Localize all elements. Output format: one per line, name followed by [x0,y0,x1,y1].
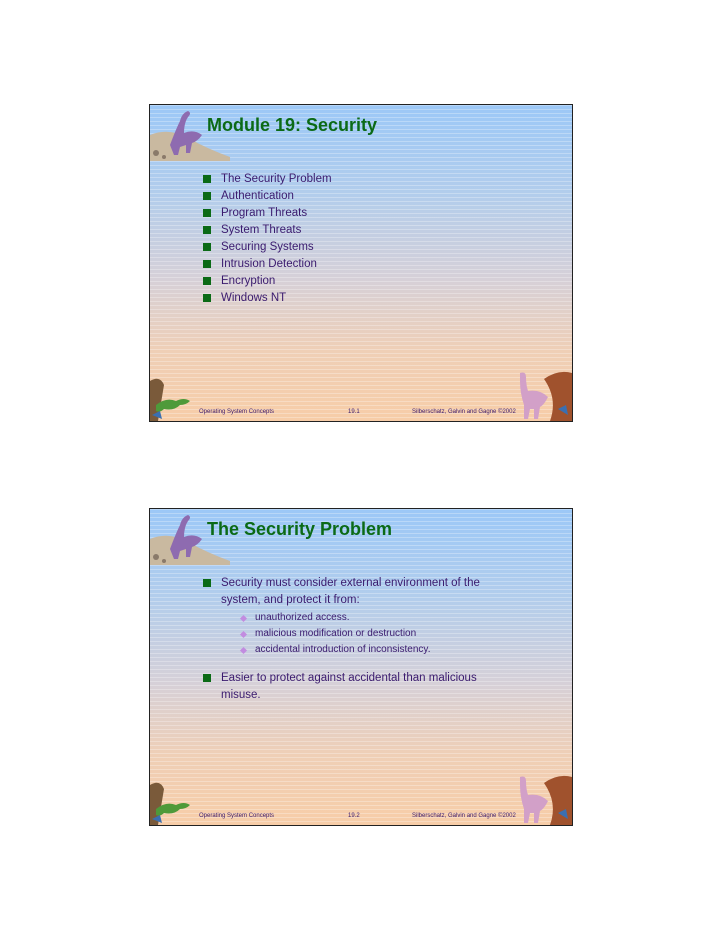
slide-2 [149,508,573,826]
square-bullet-icon [203,579,211,587]
sub-bullet-item [241,626,501,642]
bullet-text: Windows NT [221,292,287,304]
lizard-clipart-icon [150,375,196,421]
bullet-list [201,575,501,704]
diamond-bullet-icon [240,614,247,621]
sub-bullet-list [241,610,501,658]
sub-bullet-text: malicious modification or destruction [255,628,417,639]
square-bullet-icon [203,260,211,268]
slide-title: Module 19: Security [207,115,378,135]
diamond-bullet-icon [240,646,247,653]
bullet-item [201,575,501,658]
bullet-text: Intrusion Detection [221,258,317,270]
dinosaur-clipart-icon [514,773,572,825]
sub-bullet-item [241,610,501,626]
footer-authors: Silberschatz, Galvin and Gagne ©2002 [412,409,516,415]
diamond-bullet-icon [240,630,247,637]
lizard-clipart-icon [150,779,196,825]
sub-bullet-text: accidental introduction of inconsistency. [255,644,431,655]
bullet-item [201,171,332,188]
dinosaur-clipart-icon [514,369,572,421]
square-bullet-icon [203,277,211,285]
square-bullet-icon [203,209,211,217]
sub-bullet-item [241,642,501,658]
square-bullet-icon [203,294,211,302]
bullet-item [201,256,332,273]
square-bullet-icon [203,175,211,183]
bullet-item [201,670,501,704]
square-bullet-icon [203,192,211,200]
slide-1 [149,104,573,422]
sub-bullet-text: unauthorized access. [255,612,350,623]
bullet-item [201,222,332,239]
square-bullet-icon [203,674,211,682]
bullet-text: Program Threats [221,207,308,219]
bullet-text: Authentication [221,190,294,202]
square-bullet-icon [203,226,211,234]
footer-course: Operating System Concepts [199,813,275,819]
bullet-item [201,205,332,222]
bullet-list [201,171,332,307]
bullet-item [201,290,332,307]
bullet-text: Securing Systems [221,241,314,253]
bullet-text: Easier to protect against accidental than malicious misuse. [221,672,477,701]
bullet-item [201,239,332,256]
slide-title: The Security Problem [207,519,393,539]
footer-page-number: 19.1 [348,409,360,415]
bullet-text: Encryption [221,275,276,287]
footer-course: Operating System Concepts [199,409,275,415]
bullet-item [201,273,332,290]
bullet-text: Security must consider external environment of the system, and protect it from: [221,577,480,606]
footer-page-number: 19.2 [348,813,360,819]
square-bullet-icon [203,243,211,251]
bullet-text: System Threats [221,224,302,236]
bullet-text: The Security Problem [221,173,332,185]
bullet-item [201,188,332,205]
footer-authors: Silberschatz, Galvin and Gagne ©2002 [412,813,516,819]
